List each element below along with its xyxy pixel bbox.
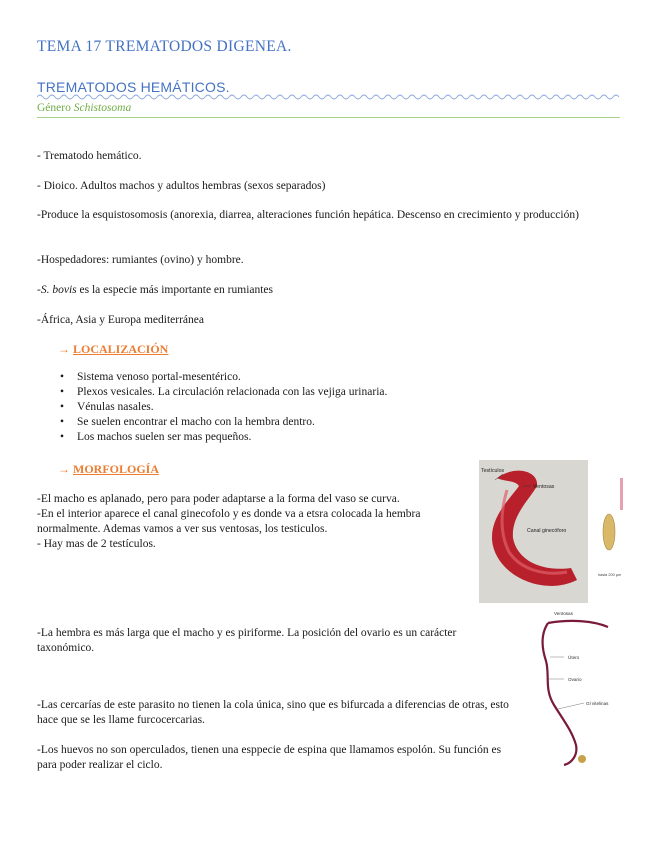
arrow-right-icon: → (58, 462, 70, 476)
s-bovis-rest: es la especie más importante en rumiantes (76, 284, 274, 296)
genus-subtitle (37, 102, 131, 114)
label-leader (558, 703, 584, 709)
s-bovis-prefix: - (37, 284, 41, 296)
label-uterus: Útero (568, 655, 580, 660)
morfologia-heading-text: MORFOLOGÍA (73, 462, 159, 476)
female-body (543, 623, 577, 765)
label-ovary: Ovario (568, 677, 582, 682)
paragraph-cercarias: -Las cercarías de este parasito no tienen la cola única, sino que es bifurcada a diferencias de otras, esto hace que se les llame furcocercarias. (37, 699, 509, 726)
paragraph-distribucion: -África, Asia y Europa mediterránea (37, 314, 204, 326)
list-item: • Los machos suelen ser mas pequeños. (57, 430, 387, 445)
paragraph-canal: -En el interior aparece el canal ginecofolo y es donde va a etsra colocada la hembra normalmente. Ademas vamos a ver sus ventosas, los testiculos. (37, 508, 421, 535)
genus-name: Schistosoma (73, 102, 132, 114)
paragraph-hembra: -La hembra es más larga que el macho y es piriforme. La posición del ovario es un carácter taxonómico. (37, 627, 457, 654)
localizacion-heading (58, 342, 168, 357)
arrow-right-icon: → (58, 342, 70, 356)
label-female-suckers: Ventosas (554, 611, 573, 616)
localizacion-heading-text: LOCALIZACIÓN (73, 342, 169, 356)
morfologia-heading (58, 462, 159, 477)
paragraph-hospedadores: -Hospedadores: rumiantes (ovino) y hombre. (37, 254, 244, 266)
section-heading: TREMATODOS HEMÁTICOS. (37, 79, 230, 95)
list-item: • Sistema venoso portal-mesentérico. (57, 370, 387, 385)
label-suckers: Ventosas (533, 484, 555, 490)
paragraph-trematodo: - Trematodo hemático. (37, 150, 142, 162)
female-schistosome-drawing (532, 605, 624, 770)
label-canal: Canal ginecóforo (527, 528, 567, 534)
s-bovis-species: S. bovis (40, 284, 77, 296)
paragraph-s-bovis (37, 283, 273, 298)
male-schistosome-image (479, 460, 588, 603)
list-item: • Se suelen encontrar el macho con la hembra dentro. (57, 415, 387, 430)
specimen-image (596, 470, 626, 580)
specimen-edge (620, 478, 623, 510)
paragraph-esquistosomosis: -Produce la esquistosomosis (anorexia, diarrea, alteraciones función hepática. Descenso en crecimiento y producción) (37, 209, 579, 221)
list-item: • Vénulas nasales. (57, 400, 387, 415)
egg-shape (603, 514, 615, 550)
logo-icon (578, 755, 586, 763)
paragraph-huevos: -Los huevos no son operculados, tienen una esppecie de espina que llamamos espolón. Su función es para poder realizar el ciclo. (37, 744, 502, 771)
label-vitellaria: Gl vitelinas (586, 701, 609, 706)
paragraph-macho: -El macho es aplanado, pero para poder adaptarse a la forma del vaso se curva. (37, 493, 400, 505)
female-body-anterior (548, 621, 608, 627)
genus-prefix: Género (37, 102, 74, 114)
paragraph-dioico: - Dioico. Adultos machos y adultos hembras (sexos separados) (37, 180, 326, 192)
wavy-underline (37, 93, 620, 101)
scale-label: hasta 200 µm (598, 573, 622, 577)
list-item: • Plexos vesicales. La circulación relacionada con las vejiga urinaria. (57, 385, 387, 400)
label-testes: Testículos (481, 468, 505, 474)
page-title: TEMA 17 TREMATODOS DIGENEA. (37, 38, 292, 55)
paragraph-testiculos: - Hay mas de 2 testículos. (37, 538, 156, 550)
header-rule (37, 117, 620, 118)
localizacion-list (57, 370, 387, 445)
